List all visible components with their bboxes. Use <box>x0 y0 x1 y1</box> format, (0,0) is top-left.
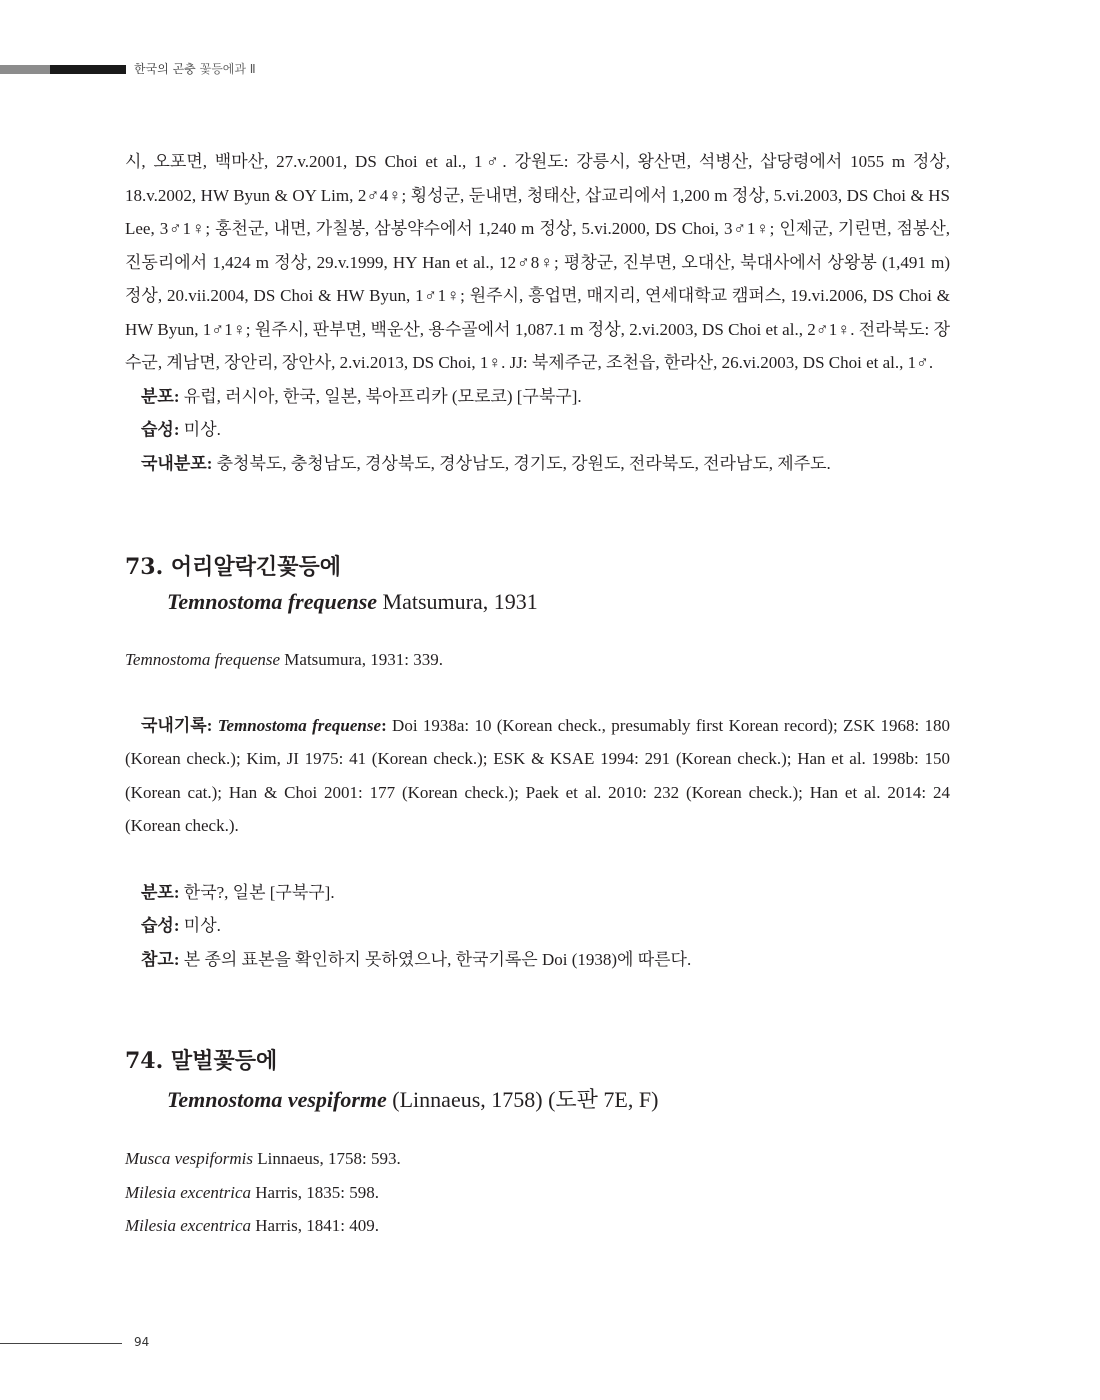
footer-rule <box>0 1343 122 1344</box>
species-74-name <box>167 1083 950 1114</box>
species-73-sci-name: Temnostoma frequense <box>167 589 378 614</box>
species-74-synonym <box>125 1176 950 1210</box>
header-bar-grey <box>0 65 50 74</box>
species-73-habit-label: 습성: <box>141 916 180 935</box>
header-decoration-bar <box>0 65 126 74</box>
running-header <box>134 60 256 77</box>
synonym-sci: Milesia excentrica <box>125 1216 252 1235</box>
species-73-distribution-label: 분포: <box>141 882 180 902</box>
species-73-record-colon: : <box>381 715 387 735</box>
running-header-title: 한국의 곤충 <box>134 62 196 76</box>
synonym-ref: Linnaeus, 1758: 593. <box>252 1149 401 1168</box>
species-73-synonym-sci: Temnostoma frequense <box>125 650 281 669</box>
domestic-distribution-label: 국내분포: <box>141 453 213 473</box>
species-73-distribution-text: 한국?, 일본 [구북구]. <box>179 882 335 902</box>
synonym-ref: Harris, 1841: 409. <box>251 1216 379 1235</box>
species-73-author: Matsumura, 1931 <box>377 589 538 614</box>
habit-label: 습성: <box>141 420 180 439</box>
running-header-subtitle: 꽃등에과 Ⅱ <box>199 62 256 76</box>
header-bar-black <box>50 65 126 74</box>
species-74-synonym-list <box>125 1142 950 1243</box>
species-73-section <box>125 550 950 976</box>
page-number: 94 <box>134 1335 150 1349</box>
synonym-sci: Musca vespiformis <box>125 1149 253 1168</box>
species-73-note-text: 본 종의 표본을 확인하지 못하였으나, 한국기록은 Doi (1938)에 따른다. <box>179 949 692 969</box>
domestic-distribution-line <box>125 447 950 481</box>
species-73-notes <box>125 876 950 977</box>
species-74-synonym <box>125 1209 950 1243</box>
page-content <box>125 145 950 1243</box>
species-73-record-sci: Temnostoma frequense <box>217 715 382 735</box>
domestic-distribution-text: 충청북도, 충청남도, 경상북도, 경상남도, 경기도, 강원도, 전라북도, 전라남도, 제주도. <box>212 453 831 473</box>
species-74-heading: 74. 말벌꽃등에 <box>125 1048 278 1074</box>
species-74-sci-name: Temnostoma vespiforme <box>167 1087 387 1112</box>
synonym-ref: Harris, 1835: 598. <box>251 1182 379 1202</box>
synonym-sci: Milesia excentrica <box>125 1182 252 1202</box>
distribution-label: 분포: <box>141 386 180 406</box>
species-73-name <box>167 589 950 615</box>
species-73-heading: 73. 어리알락긴꽃등에 <box>125 554 341 580</box>
species-73-note-label: 참고: <box>141 949 180 969</box>
species-73-distribution <box>125 876 950 910</box>
species-73-habit-text: 미상. <box>179 916 221 935</box>
species-74-section <box>125 1044 950 1243</box>
species-74-synonym <box>125 1142 950 1176</box>
species-73-note <box>125 943 950 977</box>
habit-text: 미상. <box>179 420 221 439</box>
habit-line <box>125 413 950 447</box>
species-73-synonym <box>125 643 950 677</box>
species-73-record-text: Doi 1938a: 10 (Korean check., presumably first Korean record); ZSK 1968: 180 (Korean check.); Kim, JI 1975: 41 (Korean check.); ESK & KSAE 1994: 291 (Korean check.); Han et al. 1998b: 150 (Korean cat.); Han & Choi 2001: 177 (Korean check.); Paek et al. 2010: 232 (Korean check.); Han et al. 2014: 24 (Korean check.). <box>125 715 951 835</box>
species-73-record-label: 국내기록: <box>141 715 213 735</box>
intro-paragraph: 시, 오포면, 백마산, 27.v.2001, DS Choi et al., 1♂. 강원도: 강릉시, 왕산면, 석병산, 삽당령에서 1055 m 정상, 18.v.2002, HW Byun & OY Lim, 2♂4♀; 횡성군, 둔내면, 청태산, 삽교리에서 1,200 m 정상, 5.vi.2003, DS Choi & HS Lee, 3♂1♀; 홍천군, 내면, 가칠봉, 삼봉약수에서 1,240 m 정상, 5.vi.2000, DS Choi, 3♂1♀; 인제군, 기린면, 점봉산, 진동리에서 1,424 m 정상, 29.v.1999, HY Han et al., 12♂8♀; 평창군, 진부면, 오대산, 북대사에서 상왕봉 (1,491 m) 정상, 20.vii.2004, DS Choi & HW Byun, 1♂1♀; 원주시, 흥업면, 매지리, 연세대학교 캠퍼스, 19.vi.2006, DS Choi & HW Byun, 1♂1♀; 원주시, 판부면, 백운산, 용수골에서 1,087.1 m 정상, 2.vi.2003, DS Choi et al., 2♂1♀. 전라북도: 장수군, 계남면, 장안리, 장안사, 2.vi.2013, DS Choi, 1♀. JJ: 북제주군, 조천읍, 한라산, 26.vi.2003, DS Choi et al., 1♂. <box>125 152 950 372</box>
species-73-korean-record <box>125 709 950 843</box>
species-74-author: (Linnaeus, 1758) (도판 7E, F) <box>386 1087 659 1112</box>
species-73-habit <box>125 909 950 943</box>
distribution-line <box>125 380 950 414</box>
species-73-synonym-ref: Matsumura, 1931: 339. <box>280 650 443 669</box>
distribution-text: 유럽, 러시아, 한국, 일본, 북아프리카 (모로코) [구북구]. <box>179 386 582 406</box>
